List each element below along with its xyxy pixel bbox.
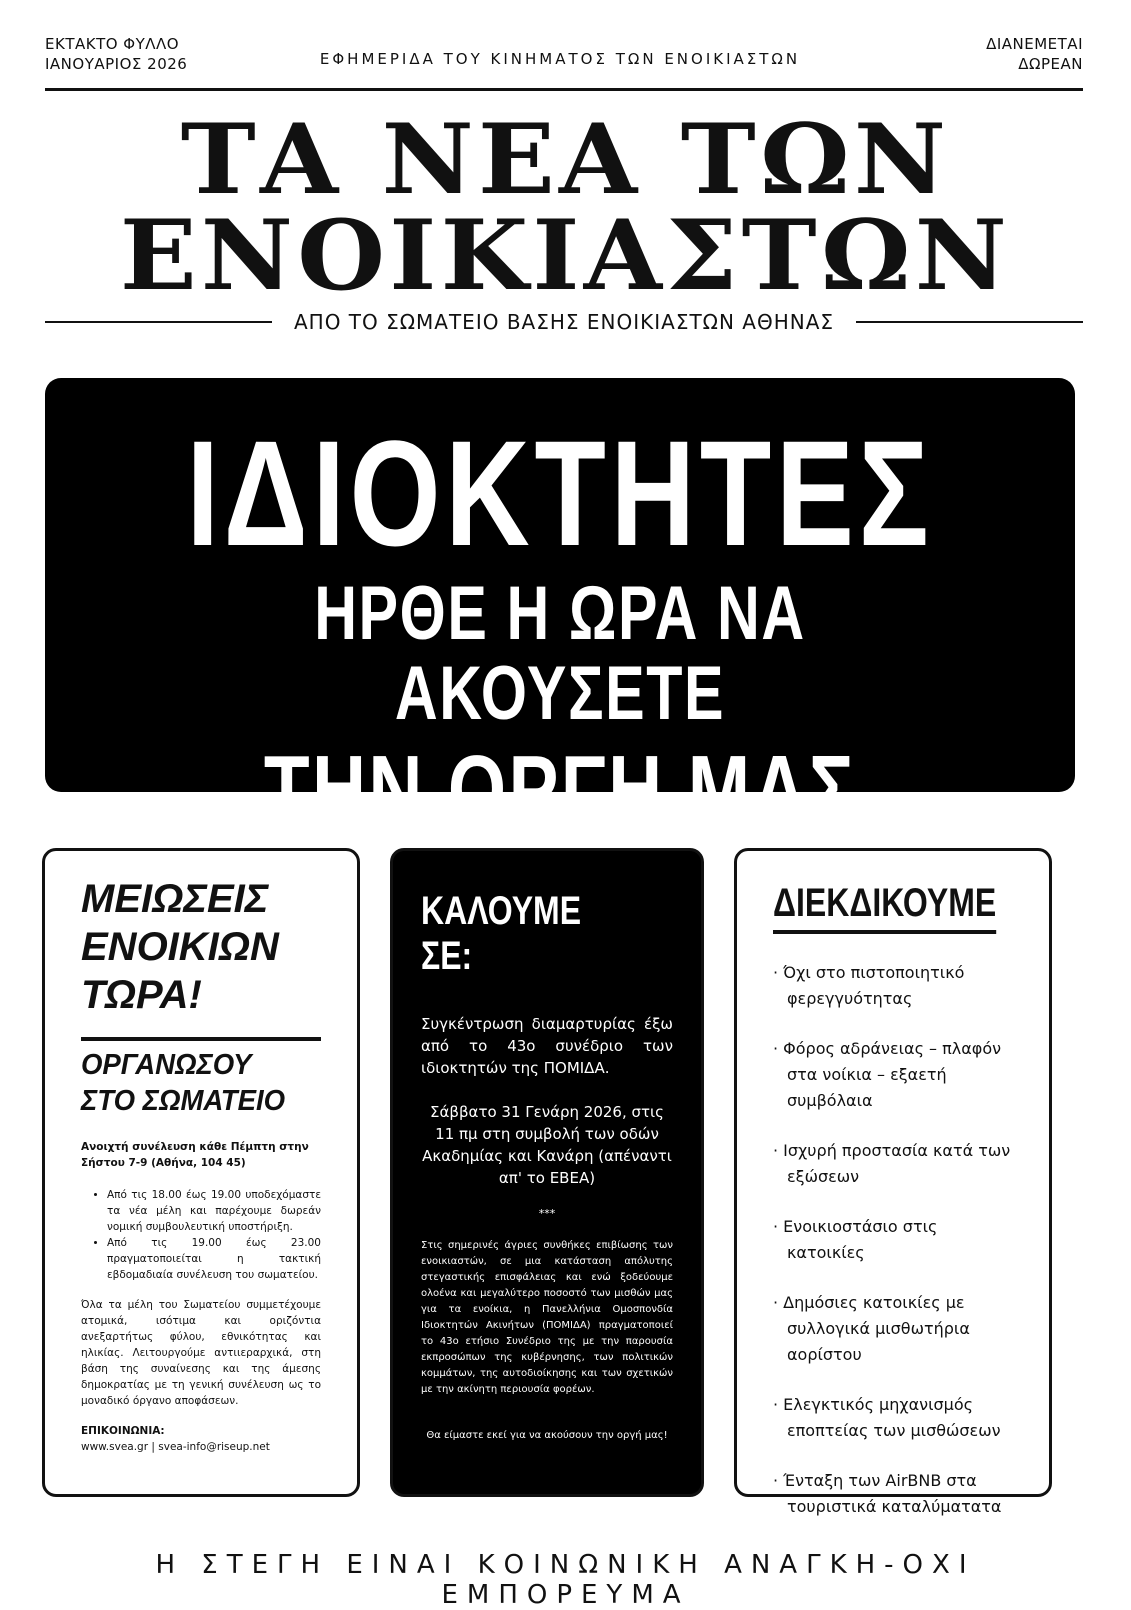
demands-list — [773, 960, 1013, 1520]
list-item: • Από τις 18.00 έως 19.00 υποδεχόμαστε τα νέα μέλη και παρέχουμε δωρεάν νομική συμβουλευτική υποστήριξη. — [107, 1187, 321, 1235]
organize-heading: ΟΡΓΑΝΩΣΟΥ ΣΤΟ ΣΩΜΑΤΕΙΟ — [81, 1049, 286, 1117]
edition-label: ΕΚΤΑΚΤΟ ΦΥΛΛΟ — [45, 35, 180, 53]
free-distribution — [986, 34, 1083, 74]
list-item: · Δημόσιες κατοικίες με συλλογικά μισθωτήρια αορίστου — [773, 1293, 970, 1364]
rent-cuts-heading: ΜΕΙΩΣΕΙΣ ΕΝΟΙΚΙΩΝ ΤΩΡΑ! — [81, 877, 279, 1017]
about-paragraph: Όλα τα μέλη του Σωματείου συμμετέχουμε ατομικά, ισότιμα και οριζόντια ανεξαρτήτως φύλου, εθνικότητας και ηλικίας. Λειτουργούμε αντιιεραρχικά, στη βάση της συναίνεσης και της άμεσης δημοκρατίας με τη γενική συνέλευση ως το μοναδικό όργανο αποφάσεων. — [81, 1299, 321, 1407]
list-item: · Όχι στο πιστοποιητικό φερεγγυότητας — [773, 963, 965, 1008]
masthead-title — [0, 103, 1131, 312]
headline-line1: ΙΔΙΟΚΤΗΤΕΣ — [186, 409, 934, 577]
divider — [45, 321, 272, 323]
masthead-subtitle-row — [45, 310, 1083, 334]
free-line1: ΔΙΑΝΕΜΕΤΑΙ — [986, 35, 1083, 53]
list-item: · Ισχυρή προστασία κατά των εξώσεων — [773, 1141, 1011, 1186]
divider — [81, 1037, 321, 1041]
separator: *** — [538, 1207, 556, 1220]
masthead-subtitle: ΑΠΟ ΤΟ ΣΩΜΑΤΕΙΟ ΒΑΣΗΣ ΕΝΟΙΚΙΑΣΤΩΝ ΑΘΗΝΑΣ — [293, 310, 835, 334]
edition-info — [45, 34, 187, 74]
closing-line: Θα είμαστε εκεί για να ακούσουν την οργή μας! — [426, 1430, 668, 1441]
list-item: · Ενοικιοστάσιο στις κατοικίες — [773, 1217, 938, 1262]
demands-column — [734, 848, 1052, 1516]
website-link[interactable]: www.svea.gr — [81, 1441, 149, 1453]
headline-line2: ΗΡΘΕ Η ΩΡΑ ΝΑ ΑΚΟΥΣΕΤΕ — [314, 571, 806, 736]
list-item: · Ένταξη των AirBNB στα τουριστικά καταλύματατα — [773, 1471, 1002, 1516]
masthead-line1: ΤΑ ΝΕΑ ΤΩΝ — [180, 103, 951, 216]
tagline: ΕΦΗΜΕΡΙΔΑ ΤΟΥ ΚΙΝΗΜΑΤΟΣ ΤΩΝ ΕΝΟΙΚΙΑΣΤΩΝ — [319, 50, 801, 68]
masthead-line2: ΕΝΟΙΚΙΑΣΤΩΝ — [119, 199, 1012, 312]
event-details: Σάββατο 31 Γενάρη 2026, στις 11 πμ στη συμβολή των οδών Ακαδημίας και Κανάρη (απέναντι απ' το ΕΒΕΑ) — [422, 1103, 672, 1187]
headline-box — [45, 378, 1075, 843]
call-text: Συγκέντρωση διαμαρτυρίας έξω από το 43ο συνέδριο των ιδιοκτητών της ΠΟΜΙΔΑ. — [421, 1015, 673, 1077]
call-heading: ΚΑΛΟΥΜΕ ΣΕ: — [421, 889, 582, 978]
edition-date: ΙΑΝΟΥΑΡΙΟΣ 2026 — [45, 55, 188, 73]
free-line2: ΔΩΡΕΑΝ — [1018, 55, 1083, 73]
call-column — [390, 848, 704, 1497]
header-rule — [45, 88, 1083, 91]
divider — [856, 321, 1083, 323]
schedule-list — [107, 1187, 321, 1283]
list-item: · Φόρος αδράνειας – πλαφόν στα νοίκια – εξαετή συμβόλαια — [773, 1039, 1002, 1110]
context-paragraph: Στις σημερινές άγριες συνθήκες επιβίωσης των ενοικιαστών, σε μια κατάσταση απόλυτης στεγαστικής επισφάλειας και ενώ ξοδεύουμε ολοένα και μεγαλύτερο ποσοστό των μισθών μας για τα ενοίκια, η Πανελλήνια Ομοσπονδία Ιδιοκτητών Ακινήτων (ΠΟΜΙΔΑ) πραγματοποιεί το 43ο ετήσιο Συνέδριο της με την παρουσία εκπροσώπων της κυβέρνησης, των πολιτικών κομμάτων, της αυτοδιοίκησης και των σχετικών με την ακίνητη περιουσία φορέων. — [421, 1240, 673, 1395]
meeting-info: Ανοιχτή συνέλευση κάθε Πέμπτη στην Σήστου 7-9 (Αθήνα, 104 45) — [81, 1141, 309, 1169]
footer-slogan: Η ΣΤΕΓΗ ΕΙΝΑΙ ΚΟΙΝΩΝΙΚΗ ΑΝΑΓΚΗ-ΟΧΙ ΕΜΠΟΡΕΥΜΑ — [155, 1550, 976, 1610]
headline-line3: ΤΗΝ ΟΡΓΗ ΜΑΣ — [263, 736, 857, 843]
demands-heading: ΔΙΕΚΔΙΚΟΥΜΕ — [773, 881, 996, 934]
email-link[interactable]: svea-info@riseup.net — [158, 1441, 270, 1453]
list-item: • Από τις 19.00 έως 23.00 πραγματοποιείται η τακτική εβδομαδιαία συνέλευση του σωματείου. — [107, 1235, 321, 1283]
list-item: · Ελεγκτικός μηχανισμός εποπτείας των μισθώσεων — [773, 1395, 1001, 1440]
contact-label: ΕΠΙΚΟΙΝΩΝΙΑ: — [81, 1425, 165, 1437]
organize-column — [42, 848, 360, 1497]
contact-links: www.svea.gr | svea-info@riseup.net — [81, 1441, 270, 1453]
